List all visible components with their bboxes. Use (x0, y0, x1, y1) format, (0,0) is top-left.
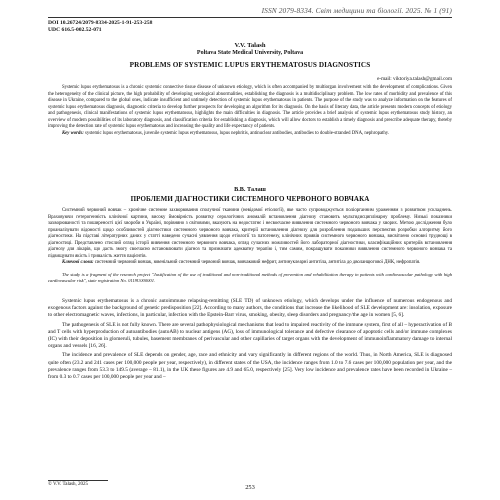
keywords-ukrainian (48, 260, 452, 267)
author-english: V.V. Talash (234, 42, 266, 49)
abstract-english (48, 85, 452, 137)
body-paragraph: The pathogenesis of SLE is not fully known. There are several pathophysiological mechanisms that lead to impaired reactivity of the immune system, first of all – hyperactivation of B and T cells with hyperproduction of autoantibodies (autoAB) to nuclear antigens (AG), loss of immunological tolerance and defective clearance of apoptotic cells and/or immune complexes (IC) with their deposition in glomeruli, tubules, basement membranes of perivascular and other capillaries of target organs with the development of immunoinflammatory damage to internal organs and vessels [16, 26]. (48, 321, 452, 350)
doi-line: DOI 10.26724/2079-8334-2025-1-91-253-258 (48, 20, 153, 26)
funding-text: The study is a fragment of the research project "Justification of the use of traditional and non-traditional methods of prevention and rehabilitation therapy in patients with cardiovascular pathology with high cardiovascular risk", state registration No. 0119U000001. (48, 272, 452, 284)
abstract-ukrainian-text: Системний червоний вовчак – хронічне системне захворювання сполучної тканини (невідомої етіології), яке часто супроводжується поліорганним ураженням з розвитком ускладнень. Враховуючи гетерогенність клінічної картини, високу ймовірність розвитку серологічних аномалій встановлення діагнозу становить мультидисциплінарну проблему. Низькі показники захворюваності та поширеності цієї хвороби в Україні, порівняно з світовими, вказують на недостатнє і несвоєчасне виявлення системного червоного вовчака у хворих. Метою дослідження було проаналізувати відомості щодо особливостей діагностики системного червоного вовчака, критерії встановлення діагнозу для розроблення подальших перспектив розробки алгоритму його діагностики. На підставі літературних даних у статті наведено сучасні уявлення щодо етіології та патогенезу, клінічних проявів системного червоного вовчака, висвітлено основні труднощі в діагностиці. Представлено стислий огляд історії вивчення системного червоного вовчака, огляд сучасних можливостей його лабораторної діагностики, класифікаційних критеріїв встановлення діагнозу для лікарів, що дасть змогу своєчасно встановлювати діагноз та призначати адекватну терапію і, тим самим, покращувати показники виявлення системного червоного вовчака та підвищувати якість і тривалість життя пацієнтів. (48, 208, 452, 259)
keywords-english-label: Key words: (62, 130, 84, 136)
keywords-english-text: systemic lupus erythematosus, juvenile systemic lupus erythematosus, lupus nephritis, antinuclear antibodies, antibodies to double-stranded DNA, nephropathy. (84, 130, 389, 136)
copyright-notice: © V.V. Talash, 2025 (48, 482, 89, 487)
keywords-english (48, 131, 452, 138)
funding-note (48, 272, 452, 284)
author-ukrainian: В.В. Талаш (234, 186, 266, 193)
author-email: e-mail: viktoriya.talash@gmail.com (377, 76, 452, 82)
article-title-ukrainian: ПРОБЛЕМИ ДІАГНОСТИКИ СИСТЕМНОГО ЧЕРВОНОГО ВОВЧАКА (130, 195, 370, 203)
body-paragraph: Systemic lupus erythematosus is a chronic autoimmune relapsing-remitting (SLE TD) of unknown etiology, which develops under the influence of numerous endogenous and exogenous factors against the background of genetic predisposition [22]. According to many authors, the conditions that increase the likelihood of SLE development are: insolation, exposure to other electromagnetic waves, infections, in particular, infection with the Epstein-Barr virus, smoking, obesity, sleep disorders and pregnancy/the age in women [5, 6]. (48, 298, 452, 319)
udc-line: UDC 616.5-002.52-071 (48, 27, 102, 33)
footnote-divider (48, 480, 108, 481)
article-body (48, 298, 452, 383)
abstract-english-text: Systemic lupus erythematosus is a chronic systemic connective tissue disease of unknown etiology, which is often accompanied by multiorgan involvement with the development of complications. Given the heterogeneity of the clinical picture, the high probability of developing serological abnormalities, establishing the diagnosis is a multidisciplinary problem. The low rates of morbidity and prevalence of this disease in Ukraine, compared to the global ones, indicate insufficient and untimely detection of systemic lupus erythematosus in patients. The purpose of the study was to analyze information on the features of systemic lupus erythematosus diagnosis, diagnostic criteria to develop further prospects for developing an algorithm for its diagnosis. On the basis of literary data, the article presents modern concepts of etiology and pathogenesis, clinical manifestations of systemic lupus erythematosus, highlights the main difficulties in diagnosis. The article provides a brief analysis of systemic lupus erythematosus study history, an overview of modern possibilities of its laboratory diagnosis, and classification criteria for establishing a diagnosis, which will allow doctors to establish a timely diagnosis and prescribe adequate therapy, thereby improving the detection rate of systemic lupus erythematosus and increasing the quality and life expectancy of patients. (48, 85, 452, 129)
keywords-ukrainian-text: системний червоний вовчак, ювенільний системний червоний вовчак, вовчаковий нефрит, антинуклеарні антитіла, антитіла до дволанцюгової ДНК, нефропатія. (94, 260, 421, 265)
abstract-ukrainian (48, 208, 452, 267)
journal-header: ISSN 2079-8334. Світ медицини та біології. 2025. № 1 (91) (261, 6, 452, 15)
page-number: 253 (245, 484, 255, 491)
affiliation: Poltava State Medical University, Poltava (196, 50, 304, 56)
article-title-english: PROBLEMS OF SYSTEMIC LUPUS ERYTHEMATOSUS DIAGNOSTICS (129, 61, 371, 69)
body-paragraph: The incidence and prevalence of SLE depends on gender, age, race and ethnicity and vary significantly in different regions of the world. Thus, in North America, SLE is diagnosed quite often (23.2 and 241 cases per 100,000 people per year, respectively), in different states of the USA, the incidence ranges from 1.0 to 7.6 cases per 100,000 population per year, and the prevalence ranges from 53.3 to 149.5 (average – 81.1), in the UK these figures are 4.9 and 65.0, respectively [25]. Very low incidence and prevalence rates have been recorded in Ukraine – from 0.3 to 0.7 cases per 100,000 people per year and – (48, 352, 452, 381)
keywords-ukrainian-label: Ключові слова: (62, 260, 94, 265)
header-divider (48, 17, 452, 18)
